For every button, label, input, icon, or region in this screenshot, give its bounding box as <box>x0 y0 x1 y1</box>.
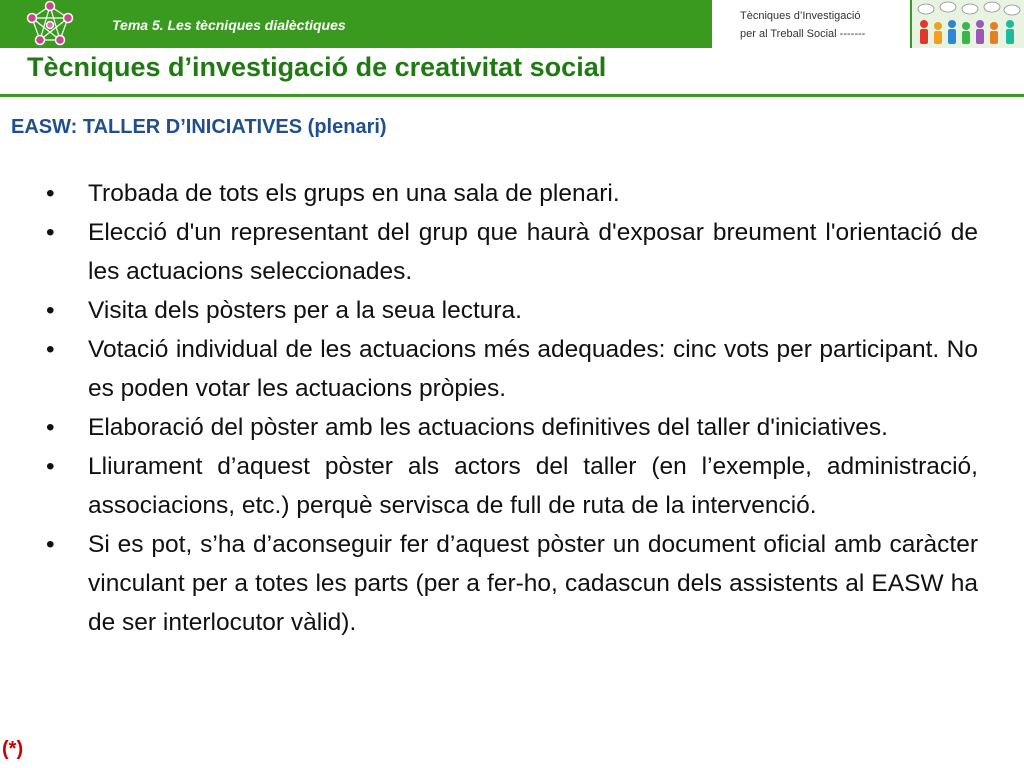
list-item-text: Elaboració del pòster amb les actuacions definitives del taller d'iniciatives. <box>88 414 888 441</box>
list-item-text: Votació individual de les actuacions més adequades: cinc vots per participant. No es poden votar les actuacions pròpies. <box>88 336 978 402</box>
topic-label: Tema 5. Les tècniques dialèctiques <box>112 17 346 33</box>
list-item <box>40 447 978 525</box>
page-title: Tècniques d’investigació de creativitat social <box>27 52 607 82</box>
bullet-icon: • <box>46 297 55 324</box>
header-bar <box>0 0 1024 48</box>
footnote-marker: (*) <box>2 738 24 760</box>
list-item-text: Trobada de tots els grups en una sala de plenari. <box>88 180 620 207</box>
series-label-line2: per al Treball Social ------- <box>740 28 866 40</box>
bullet-icon: • <box>46 453 55 480</box>
list-item <box>40 291 978 330</box>
list-item-text: Lliurament d’aquest pòster als actors del taller (en l’exemple, administració, associacions, etc.) perquè servisca de full de ruta de la intervenció. <box>88 453 978 519</box>
list-item <box>40 330 978 408</box>
bullet-list <box>40 174 978 642</box>
list-item-text: Si es pot, s’ha d’aconseguir fer d’aquest pòster un document oficial amb caràcter vinculant per a totes les parts (per a fer-ho, cadascun dels assistents al EASW ha de ser interlocutor vàlid). <box>88 531 978 636</box>
list-item-text: Visita dels pòsters per a la seua lectura. <box>88 297 522 324</box>
bullet-icon: • <box>46 180 55 207</box>
series-label-box <box>712 0 910 48</box>
list-item <box>40 525 978 642</box>
section-subtitle: EASW: TALLER D’INICIATIVES (plenari) <box>11 116 387 138</box>
network-logo-icon <box>10 0 90 48</box>
series-label-line1: Tècniques d’Investigació <box>740 10 861 22</box>
title-divider <box>0 94 1024 97</box>
bullet-icon: • <box>46 219 55 246</box>
bullet-icon: • <box>46 336 55 363</box>
people-speech-bubbles-icon <box>912 0 1024 48</box>
list-item <box>40 408 978 447</box>
list-item <box>40 174 978 213</box>
bullet-icon: • <box>46 414 55 441</box>
bullet-icon: • <box>46 531 55 558</box>
list-item <box>40 213 978 291</box>
list-item-text: Elecció d'un representant del grup que haurà d'exposar breument l'orientació de les actuacions seleccionades. <box>88 219 978 285</box>
